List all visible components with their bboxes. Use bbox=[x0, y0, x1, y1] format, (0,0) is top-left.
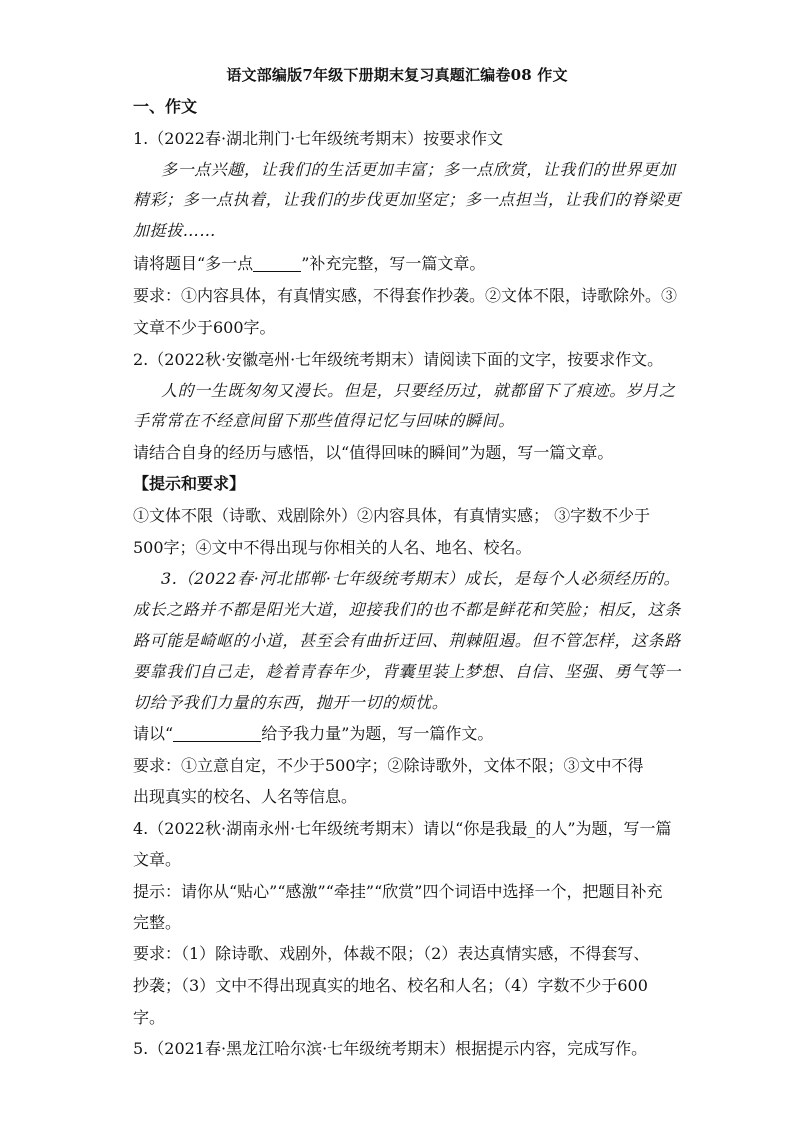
fill-in-blank bbox=[253, 255, 301, 272]
q2-requirements-line-1: ①文体不限（诗歌、戏剧除外）②内容具体，有真情实感； ③字数不少于 bbox=[133, 506, 651, 525]
q5-heading: 5.（2021春·黑龙江哈尔滨·七年级统考期末）根据提示内容，完成写作。 bbox=[133, 1039, 648, 1058]
q2-task: 请结合自身的经历与感悟，以“值得回味的瞬间”为题，写一篇文章。 bbox=[133, 443, 614, 462]
q3-task bbox=[133, 724, 493, 744]
q4-requirements-line-1: 要求：（1）除诗歌、戏剧外，体裁不限；（2）表达真情实感，不得套写、 bbox=[133, 944, 650, 963]
q1-requirements-line-1: 要求：①内容具体，有真情实感，不得套作抄袭。②文体不限，诗歌除外。③ bbox=[133, 286, 678, 305]
q2-requirements-line-2: 500字；④文中不得出现与你相关的人名、地名、校名。 bbox=[133, 538, 532, 557]
q4-hint-line-1: 提示：请你从“贴心”“感激”“牵挂”“欣赏”四个词语中选择一个，把题目补充 bbox=[133, 882, 663, 901]
q2-hint-heading: 【提示和要求】 bbox=[133, 474, 246, 493]
q3-prompt-line-4: 切给予我们力量的东西，抛开一切的烦忧。 bbox=[133, 693, 449, 712]
q3-requirements-line-1: 要求：①立意自定，不少于500字；②除诗歌外，文体不限；③文中不得 bbox=[133, 756, 644, 775]
q1-heading: 1.（2022春·湖北荆门·七年级统考期末）按要求作文 bbox=[133, 129, 504, 148]
q3-requirements-line-2: 出现真实的校名、人名等信息。 bbox=[133, 787, 358, 806]
q3-task-start: 请以“ bbox=[133, 724, 174, 743]
q1-task bbox=[133, 254, 485, 274]
fill-in-blank bbox=[173, 725, 261, 742]
q1-prompt-line-3: 加挺拔…… bbox=[133, 221, 217, 240]
q2-prompt-line-1: 人的一生既匆匆又漫长。但是，只要经历过，就都留下了痕迹。岁月之 bbox=[161, 381, 676, 400]
q3-prompt-line-1: 成长之路并不都是阳光大道，迎接我们的也不都是鲜花和笑脸；相反，这条 bbox=[133, 600, 681, 619]
q4-requirements-line-2: 抄袭；（3）文中不得出现真实的地名、校名和人名；（4）字数不少于600 bbox=[133, 976, 648, 995]
q1-requirements-line-2: 文章不少于600字。 bbox=[133, 318, 276, 337]
q4-heading-line-2: 文章。 bbox=[133, 850, 182, 869]
q3-heading: 3.（2022春·河北邯郸·七年级统考期末）成长，是每个人必须经历的。 bbox=[161, 569, 681, 588]
q2-heading: 2.（2022秋·安徽亳州·七年级统考期末）请阅读下面的文字，按要求作文。 bbox=[133, 350, 664, 369]
q4-requirements-line-3: 字。 bbox=[133, 1008, 166, 1027]
q1-prompt-line-2: 精彩；多一点执着，让我们的步伐更加坚定；多一点担当，让我们的脊梁更 bbox=[133, 190, 681, 209]
q4-hint-line-2: 完整。 bbox=[133, 913, 182, 932]
q3-prompt-line-2: 路可能是崎岖的小道，甚至会有曲折迂回、荆棘阻遏。但不管怎样，这条路 bbox=[133, 631, 681, 650]
q1-prompt-line-1: 多一点兴趣，让我们的生活更加丰富；多一点欣赏，让我们的世界更加 bbox=[161, 160, 676, 179]
q4-heading: 4.（2022秋·湖南永州·七年级统考期末）请以“你是我最_的人”为题，写一篇 bbox=[133, 819, 672, 838]
q2-prompt-line-2: 手常常在不经意间留下那些值得记忆与回味的瞬间。 bbox=[133, 411, 515, 430]
section-heading: 一、作文 bbox=[133, 97, 198, 116]
q1-task-start: 请将题目“多一点 bbox=[133, 254, 254, 273]
document-title: 语文部编版7年级下册期末复习真题汇编卷08 作文 bbox=[226, 66, 568, 84]
q1-task-end: ”补充完整，写一篇文章。 bbox=[301, 254, 486, 273]
q3-prompt-line-3: 要靠我们自己走，趁着青春年少，背囊里装上梦想、自信、坚强、勇气等一 bbox=[133, 662, 681, 681]
q3-task-end: 给予我力量”为题，写一篇作文。 bbox=[261, 724, 494, 743]
